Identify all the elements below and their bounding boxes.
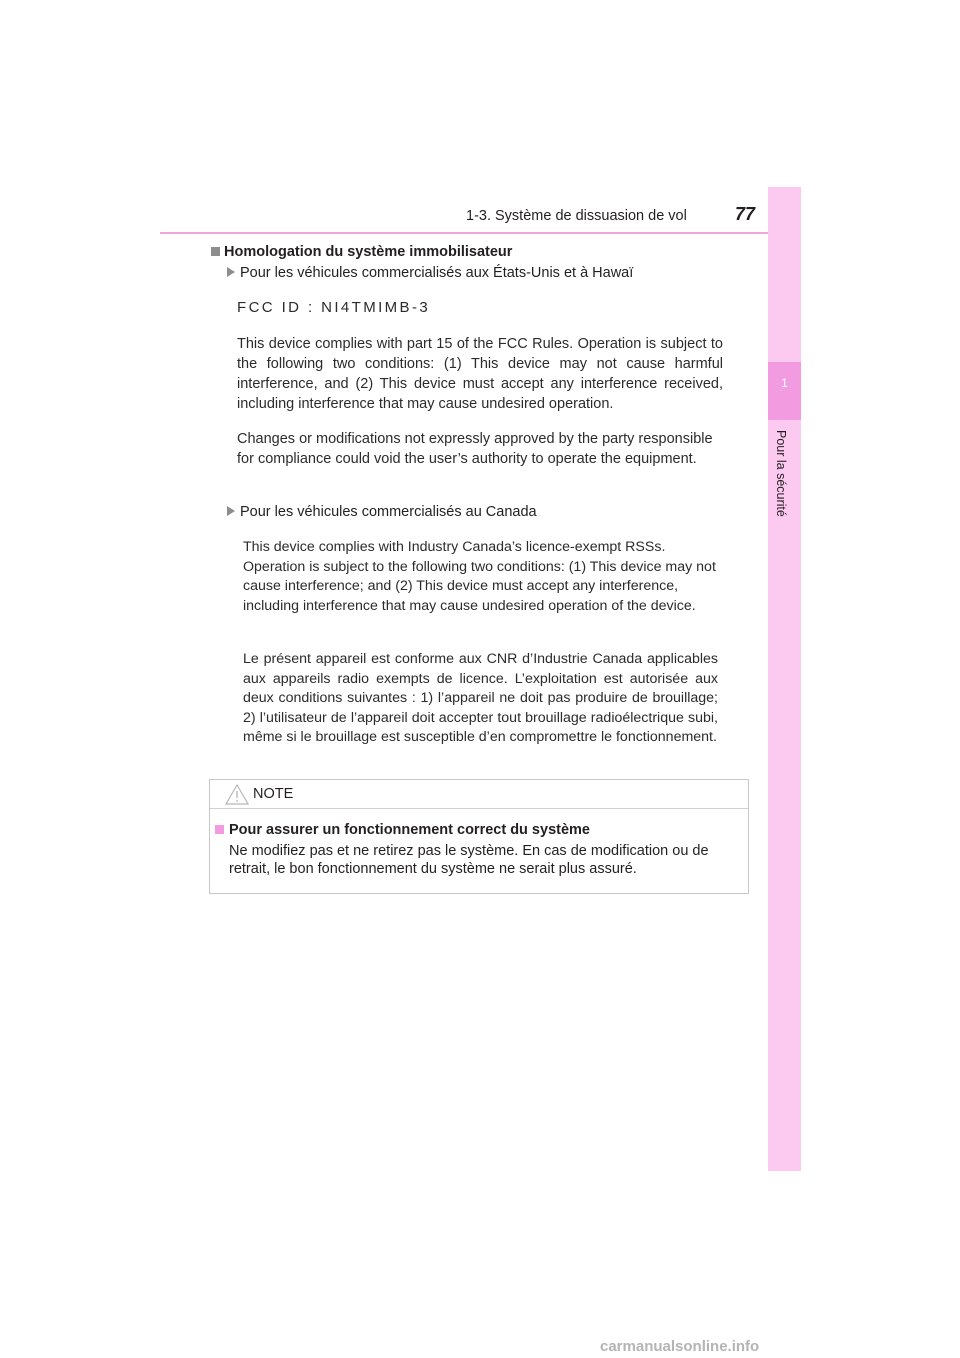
usa-subheading-text: Pour les véhicules commercialisés aux États-Unis et à Hawaï [240, 265, 634, 281]
triangle-bullet-icon [227, 267, 235, 277]
side-tab-strip [768, 187, 801, 1171]
square-bullet-icon [211, 247, 220, 256]
note-heading-text: Pour assurer un fonctionnement correct du système [229, 822, 590, 838]
fcc-modification-warning: Changes or modifications not expressly approved by the party responsible for compliance could void the user’s authority to operate the equipment. [237, 431, 713, 467]
chapter-label: Pour la sécurité [774, 430, 788, 517]
page-number: 77 [735, 204, 756, 224]
section-heading [211, 244, 512, 260]
ic-statement-french: Le présent appareil est conforme aux CNR d’Industrie Canada applicables aux appareils radio exempts de licence. L’exploitation est autorisée aux deux conditions suivantes : 1) l’appareil ne doit pas produire de brouillage; 2) l’utilisateur de l’appareil doit accepter tout brouillage radioélectrique subi, même si le brouillage est susceptible d’en compromettre le fonctionnement. [243, 651, 718, 745]
section-heading-text: Homologation du système immobilisateur [224, 244, 513, 260]
canada-subheading-text: Pour les véhicules commercialisés au Canada [240, 504, 537, 520]
usa-subheading [227, 265, 633, 281]
note-heading [215, 822, 590, 838]
note-body: Ne modifiez pas et ne retirez pas le système. En cas de modification ou de retrait, le bon fonctionnement du système ne serait plus assuré. [229, 843, 709, 877]
section-title: 1-3. Système de dissuasion de vol [466, 208, 687, 224]
note-divider [210, 808, 749, 809]
square-bullet-icon [215, 825, 224, 834]
ic-statement-english: This device complies with Industry Canada’s licence-exempt RSSs. Operation is subject to the following two conditions: (1) This device may not cause interference; and (2) This device must accept any interference, including interference that may cause undesired operation of the device. [243, 539, 716, 614]
watermark: carmanualsonline.info [600, 1338, 760, 1355]
warning-icon [225, 784, 249, 805]
fcc-statement: This device complies with part 15 of the FCC Rules. Operation is subject to the following two conditions: (1) This device may not cause harmful interference, and (2) This device must accept any interference received, including interference that may cause undesired operation. [237, 336, 723, 412]
chapter-number: 1 [781, 376, 788, 390]
triangle-bullet-icon [227, 506, 235, 516]
header-rule [160, 232, 800, 234]
chapter-tab[interactable] [768, 362, 801, 420]
fcc-id: FCC ID : NI4TMIMB-3 [237, 299, 431, 316]
note-label: NOTE [253, 786, 294, 802]
canada-subheading [227, 504, 537, 520]
